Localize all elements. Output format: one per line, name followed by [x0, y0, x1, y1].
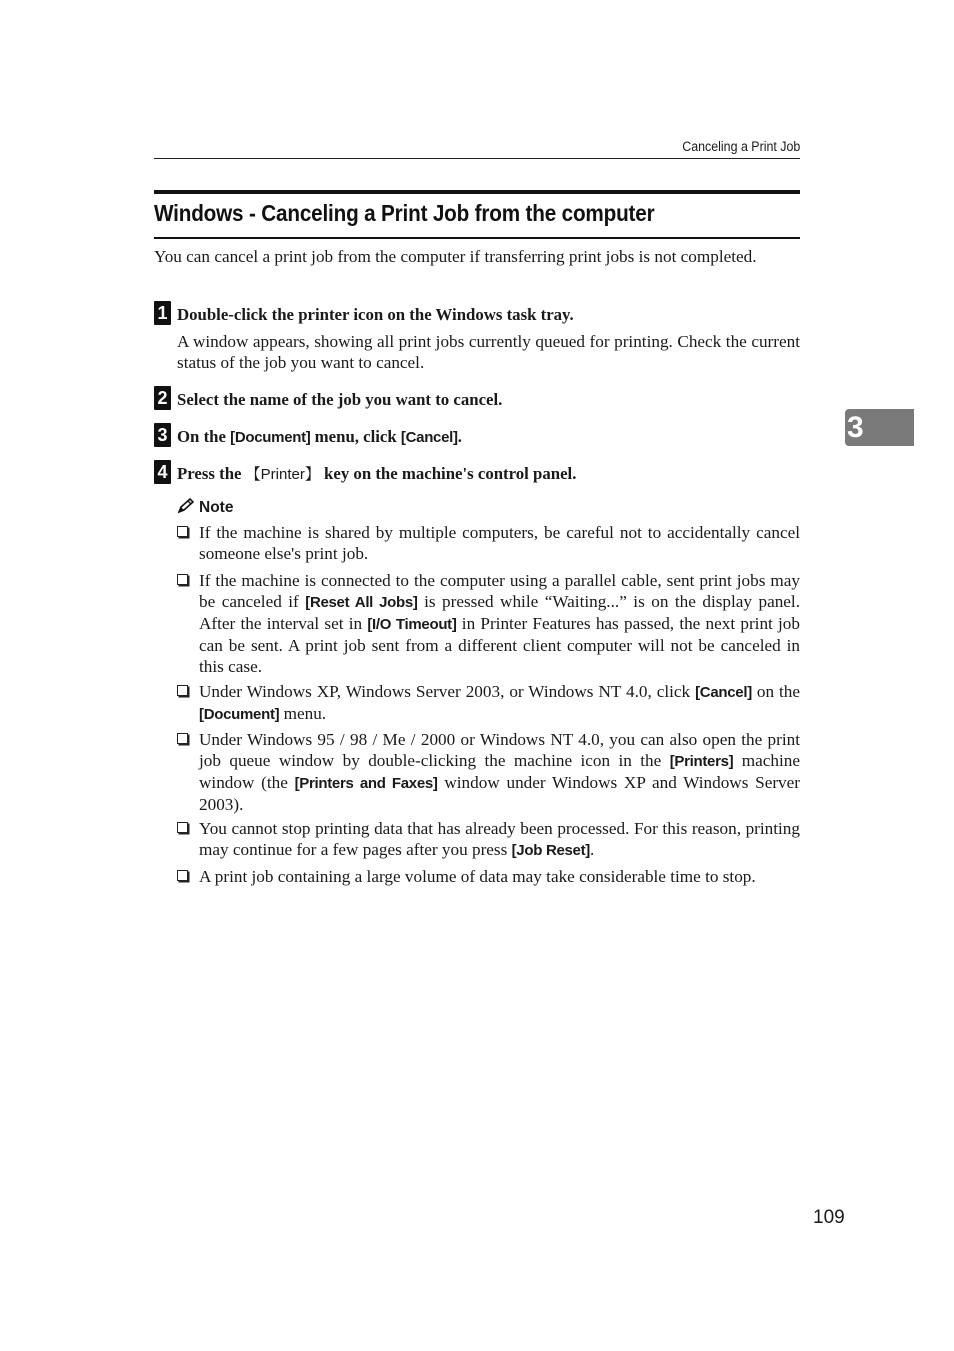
- key-printers: [Printers]: [669, 753, 734, 770]
- key-printer: 【Printer】: [245, 466, 320, 483]
- checkbox-icon: [177, 870, 188, 881]
- running-header: Canceling a Print Job: [681, 139, 800, 154]
- key-reset-all-jobs: [Reset All Jobs]: [305, 594, 418, 611]
- checkbox-icon: [177, 574, 188, 585]
- page-number: 109: [813, 1207, 845, 1228]
- header-rule: [154, 158, 800, 159]
- step-4-text: Press the 【Printer】 key on the machine's control panel.: [177, 464, 577, 483]
- section-title: Windows - Canceling a Print Job from the computer: [154, 200, 655, 226]
- step-1-body: A window appears, showing all print jobs currently queued for printing. Check the current status of the job you want to cancel.: [177, 332, 800, 372]
- intro-paragraph: You can cancel a print job from the computer if transferring print jobs is not completed.: [154, 247, 757, 266]
- step-2-text: Select the name of the job you want to cancel.: [177, 390, 503, 409]
- step-1-text: Double-click the printer icon on the Windows task tray.: [177, 305, 574, 324]
- step-3-text: On the [Document] menu, click [Cancel].: [177, 427, 462, 446]
- key-document: [Document]: [199, 706, 280, 723]
- note-label: Note: [199, 499, 234, 516]
- checkbox-icon: [177, 733, 188, 744]
- key-cancel: [Cancel]: [400, 429, 458, 446]
- key-job-reset: [Job Reset]: [511, 842, 590, 859]
- key-cancel: [Cancel]: [695, 684, 752, 701]
- checkbox-icon: [177, 685, 188, 696]
- title-rule-bottom: [154, 237, 800, 239]
- key-io-timeout: [I/O Timeout]: [367, 616, 457, 633]
- chapter-tab: 3: [845, 409, 914, 446]
- title-rule-top: [154, 190, 800, 194]
- checkbox-icon: [177, 526, 188, 537]
- step-number-4: 4: [154, 460, 171, 484]
- note-heading: [177, 498, 233, 517]
- pencil-icon: [177, 498, 195, 514]
- step-number-1: 1: [154, 301, 171, 325]
- checkbox-icon: [177, 822, 188, 833]
- key-document: [Document]: [230, 429, 311, 446]
- step-number-2: 2: [154, 386, 171, 410]
- key-printers-and-faxes: [Printers and Faxes]: [294, 775, 438, 792]
- step-number-3: 3: [154, 423, 171, 447]
